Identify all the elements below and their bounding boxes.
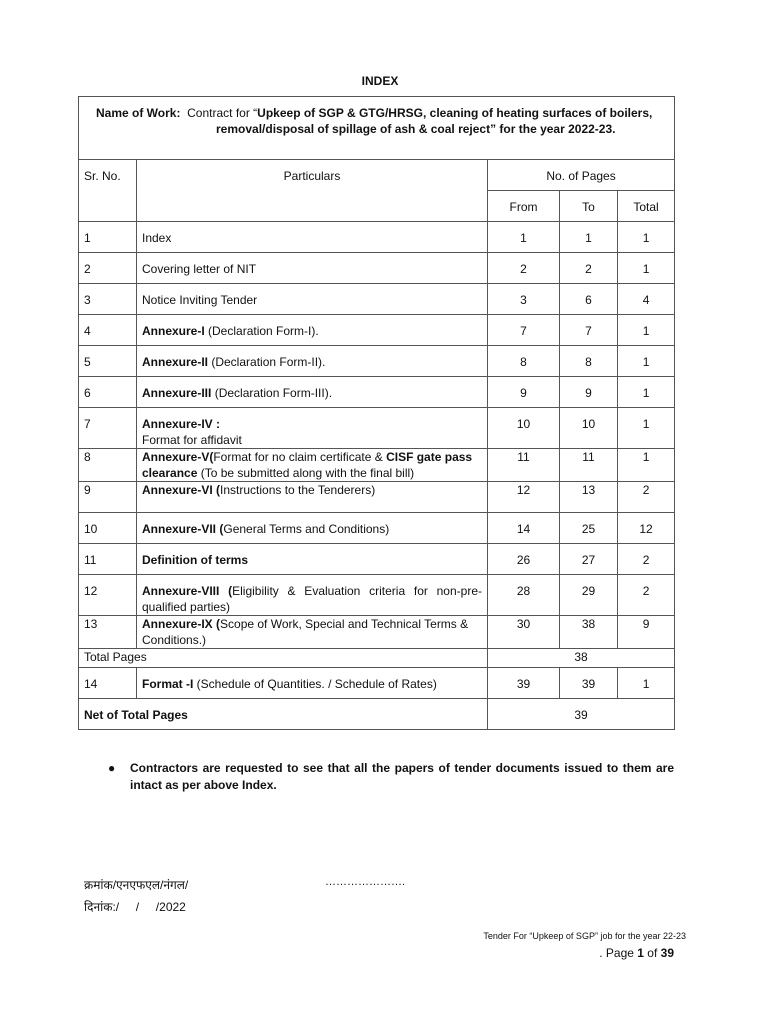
row-from: 9: [488, 377, 560, 408]
table-row: [79, 253, 675, 284]
row-total: 1: [618, 315, 675, 346]
note-bullet: [108, 760, 674, 794]
row-to: 39: [560, 668, 618, 699]
row-from: 8: [488, 346, 560, 377]
row-sr: 1: [79, 222, 137, 253]
table-row: [79, 575, 675, 616]
row-sr: 2: [79, 253, 137, 284]
total-pages-row: [79, 649, 675, 668]
name-of-work-label: Name of Work:: [96, 106, 181, 120]
row-sr: 5: [79, 346, 137, 377]
row-sr: 6: [79, 377, 137, 408]
row-total: 2: [618, 575, 675, 616]
bullet-icon: ●: [108, 761, 116, 775]
row-to: 29: [560, 575, 618, 616]
row-total: 1: [618, 253, 675, 284]
row-particulars-rest: (Schedule of Quantities. / Schedule of Rates): [193, 677, 437, 691]
page-of: of: [643, 946, 661, 960]
row-to: 25: [560, 513, 618, 544]
reference-number: क्रमांक/एनएफएल/नंगल/: [84, 878, 189, 892]
work-prefix: Contract for “: [187, 106, 258, 120]
row-sr: 14: [79, 668, 137, 699]
row-total: 1: [618, 346, 675, 377]
table-row: [79, 408, 675, 449]
row-particulars-bold2: CISF gate pass clearance: [142, 450, 473, 480]
row-sr: 9: [79, 482, 137, 513]
row-particulars: [137, 482, 488, 513]
page-title: INDEX: [361, 74, 399, 88]
row-particulars: Notice Inviting Tender: [137, 284, 488, 315]
row-total: 1: [618, 668, 675, 699]
row-particulars: [137, 575, 488, 616]
table-row: [79, 346, 675, 377]
total-pages-label: Total Pages: [79, 649, 488, 668]
date-line: दिनांक:/ / /2022: [84, 900, 186, 914]
row-particulars-rest: Eligibility & Evaluation criteria for non-pre-qualified parties): [142, 584, 482, 614]
row-particulars-rest: Scope of Work, Special and Technical Terms & Conditions.): [142, 617, 469, 647]
row-particulars-bold: Annexure-VIII (: [142, 584, 233, 598]
row-to: 2: [560, 253, 618, 284]
header-total: Total: [618, 191, 675, 222]
row-sr: 4: [79, 315, 137, 346]
page-total: 39: [660, 946, 674, 960]
row-from: 12: [488, 482, 560, 513]
row-particulars-rest: Instructions to the Tenderers): [220, 483, 376, 497]
row-particulars: [137, 668, 488, 699]
row-particulars: [137, 616, 488, 649]
row-total: 4: [618, 284, 675, 315]
reference-dots: ………………….: [325, 876, 406, 888]
row-particulars-bold: Format -I: [142, 677, 194, 691]
name-of-work-cell: [79, 97, 675, 160]
row-particulars-rest: (Declaration Form-II).: [208, 355, 326, 369]
row-particulars-rest: General Terms and Conditions): [223, 522, 390, 536]
row-total: 1: [618, 449, 675, 482]
row-from: 39: [488, 668, 560, 699]
row-total: 9: [618, 616, 675, 649]
row-particulars: [137, 315, 488, 346]
row-particulars-line2: Format for affidavit: [142, 433, 242, 447]
work-title-part2: removal/disposal of spillage of ash & coal reject” for the year 2022-23.: [216, 122, 616, 136]
row-particulars-bold: Annexure-I: [142, 324, 205, 338]
row-to: 10: [560, 408, 618, 449]
row-from: 10: [488, 408, 560, 449]
header-from: From: [488, 191, 560, 222]
net-total-value: 39: [488, 699, 675, 730]
table-row: [79, 449, 675, 482]
row-particulars: [137, 346, 488, 377]
row-to: 9: [560, 377, 618, 408]
row-to: 13: [560, 482, 618, 513]
row-sr: 7: [79, 408, 137, 449]
table-row: [79, 222, 675, 253]
row-particulars-bold: Annexure-IV :: [142, 417, 221, 431]
row-from: 1: [488, 222, 560, 253]
row-sr: 3: [79, 284, 137, 315]
footer-tender-line: Tender For “Upkeep of SGP” job for the year 22-23: [483, 931, 686, 941]
table-row: [79, 377, 675, 408]
row-total: 2: [618, 544, 675, 575]
row-to: 6: [560, 284, 618, 315]
table-row: [79, 315, 675, 346]
row-particulars-bold: Annexure-V(: [142, 450, 214, 464]
row-particulars: [137, 377, 488, 408]
row-particulars-bold: Annexure-VI (: [142, 483, 221, 497]
row-particulars-rest: (Declaration Form-III).: [211, 386, 333, 400]
row-from: 2: [488, 253, 560, 284]
row-to: 8: [560, 346, 618, 377]
row-to: 27: [560, 544, 618, 575]
row-sr: 11: [79, 544, 137, 575]
row-particulars-bold: Annexure-II: [142, 355, 209, 369]
row-from: 11: [488, 449, 560, 482]
work-title-part1: Upkeep of SGP & GTG/HRSG, cleaning of heating surfaces of boilers,: [257, 106, 653, 120]
table-row: [79, 284, 675, 315]
row-from: 3: [488, 284, 560, 315]
table-row: [79, 616, 675, 649]
row-particulars: Covering letter of NIT: [137, 253, 488, 284]
row-from: 26: [488, 544, 560, 575]
row-sr: 12: [79, 575, 137, 616]
row-particulars: Definition of terms: [137, 544, 488, 575]
row-particulars: [137, 513, 488, 544]
row-to: 11: [560, 449, 618, 482]
row-to: 7: [560, 315, 618, 346]
row-particulars-rest: Format for no claim certificate &: [213, 450, 387, 464]
row-from: 14: [488, 513, 560, 544]
footer-page-number: [599, 946, 674, 960]
header-sr-no: Sr. No.: [79, 160, 137, 222]
header-to: To: [560, 191, 618, 222]
row-from: 7: [488, 315, 560, 346]
net-total-label: Net of Total Pages: [79, 699, 488, 730]
row-from: 30: [488, 616, 560, 649]
table-row: [79, 482, 675, 513]
row-total: 1: [618, 222, 675, 253]
row-particulars: Index: [137, 222, 488, 253]
row-total: 2: [618, 482, 675, 513]
row-total: 1: [618, 408, 675, 449]
header-no-of-pages: No. of Pages: [488, 160, 675, 191]
row-to: 1: [560, 222, 618, 253]
row-particulars-bold: Annexure-III: [142, 386, 212, 400]
row-total: 1: [618, 377, 675, 408]
note-text: Contractors are requested to see that all the papers of tender documents issued to them are intact as per above Index.: [130, 761, 674, 792]
row-to: 38: [560, 616, 618, 649]
net-total-row: [79, 699, 675, 730]
row-sr: 8: [79, 449, 137, 482]
row-sr: 13: [79, 616, 137, 649]
page-num: 1: [637, 946, 644, 960]
row-particulars-bold: Annexure-IX (: [142, 617, 221, 631]
row-particulars-bold: Annexure-VII (: [142, 522, 224, 536]
row-sr: 10: [79, 513, 137, 544]
row-particulars: [137, 449, 488, 482]
row-particulars-rest2: (To be submitted along with the final bill): [197, 466, 415, 480]
page-prefix: . Page: [599, 946, 638, 960]
total-pages-value: 38: [488, 649, 675, 668]
table-row: [79, 513, 675, 544]
row-particulars: [137, 408, 488, 449]
header-particulars: Particulars: [137, 160, 488, 222]
table-row: [79, 668, 675, 699]
row-total: 12: [618, 513, 675, 544]
row-from: 28: [488, 575, 560, 616]
row-particulars-rest: (Declaration Form-I).: [204, 324, 319, 338]
index-table: [78, 96, 675, 730]
table-row: [79, 544, 675, 575]
